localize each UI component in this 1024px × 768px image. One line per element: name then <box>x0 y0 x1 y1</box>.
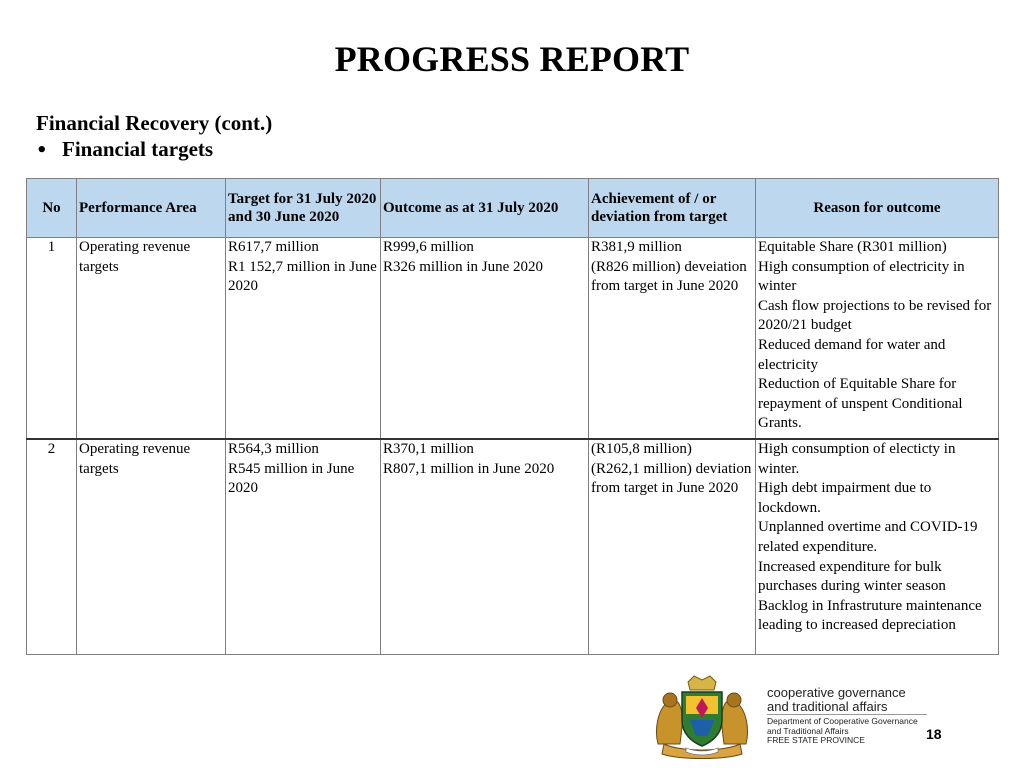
free-state-coat-of-arms-icon <box>650 674 754 760</box>
reason-line: Backlog in Infrastruture maintenance leading to increased depreciation <box>758 597 982 634</box>
outcome-line: R807,1 million in June 2020 <box>383 460 555 477</box>
bullet-text: Financial targets <box>62 137 214 161</box>
performance-area-cell: Operating revenue targets <box>77 439 226 655</box>
reason-cell <box>756 238 999 440</box>
reason-line: Unplanned overtime and COVID-19 related expenditure. <box>758 519 978 555</box>
reason-line: High consumption of electicty in winter. <box>758 441 956 477</box>
reason-cell <box>756 439 999 655</box>
org-line: and traditional affairs <box>767 699 888 714</box>
outcome-line: R370,1 million <box>383 441 474 457</box>
table-row <box>27 439 999 655</box>
target-line: R545 million in June 2020 <box>228 460 355 497</box>
achievement-line: (R826 million) deveiation from target in June 2020 <box>591 258 747 295</box>
dept-line: FREE STATE PROVINCE <box>767 735 865 746</box>
target-cell <box>226 439 381 655</box>
achievement-line: R381,9 million <box>591 239 682 255</box>
target-line: R564,3 million <box>228 441 319 457</box>
achievement-line: (R105,8 million) <box>591 441 692 457</box>
header-target: Target for 31 July 2020 and 30 June 2020 <box>226 179 381 238</box>
reason-line: Increased expenditure for bulk purchases during winter season <box>758 558 946 595</box>
bullet-item <box>36 137 213 162</box>
header-outcome: Outcome as at 31 July 2020 <box>381 179 589 238</box>
achievement-line: (R262,1 million) deviation from target in June 2020 <box>591 460 752 497</box>
table-row <box>27 238 999 440</box>
target-line: R617,7 million <box>228 239 319 255</box>
dept-line: and Traditional Affairs <box>767 725 849 736</box>
reason-line: High consumption of electricity in winter <box>758 258 965 295</box>
outcome-cell <box>381 439 589 655</box>
section-heading: Financial Recovery (cont.) <box>36 111 273 135</box>
page-number: 18 <box>926 726 942 742</box>
reason-line: High debt impairment due to lockdown. <box>758 480 932 516</box>
achievement-cell <box>589 439 756 655</box>
org-line: cooperative governance <box>767 685 906 700</box>
target-line: R1 152,7 million in June 2020 <box>228 258 377 295</box>
bullet-dot-icon: • <box>36 140 48 161</box>
header-achievement: Achievement of / or deviation from target <box>589 179 756 238</box>
footer-divider <box>767 714 927 715</box>
organisation-name <box>767 686 906 714</box>
reason-line: Reduction of Equitable Share for repayment of unspent Conditional Grants. <box>758 376 963 432</box>
outcome-line: R326 million in June 2020 <box>383 258 544 275</box>
reason-line: Reduced demand for water and electricity <box>758 336 946 373</box>
performance-area-cell: Operating revenue targets <box>77 238 226 440</box>
header-performance-area: Performance Area <box>77 179 226 238</box>
header-no: No <box>27 179 77 238</box>
page-title: PROGRESS REPORT <box>334 39 690 79</box>
row-number: 1 <box>27 238 77 440</box>
header-reason: Reason for outcome <box>756 179 999 238</box>
reason-line: Equitable Share (R301 million) <box>758 239 947 255</box>
department-name <box>767 717 918 746</box>
dept-line: Department of Cooperative Governance <box>767 716 918 726</box>
row-number: 2 <box>27 439 77 655</box>
target-cell <box>226 238 381 440</box>
outcome-cell <box>381 238 589 440</box>
reason-line: Cash flow projections to be revised for 2020/21 budget <box>758 297 992 334</box>
financial-targets-table <box>26 178 999 655</box>
outcome-line: R999,6 million <box>383 239 474 255</box>
achievement-cell <box>589 238 756 440</box>
table-header-row <box>27 179 999 238</box>
